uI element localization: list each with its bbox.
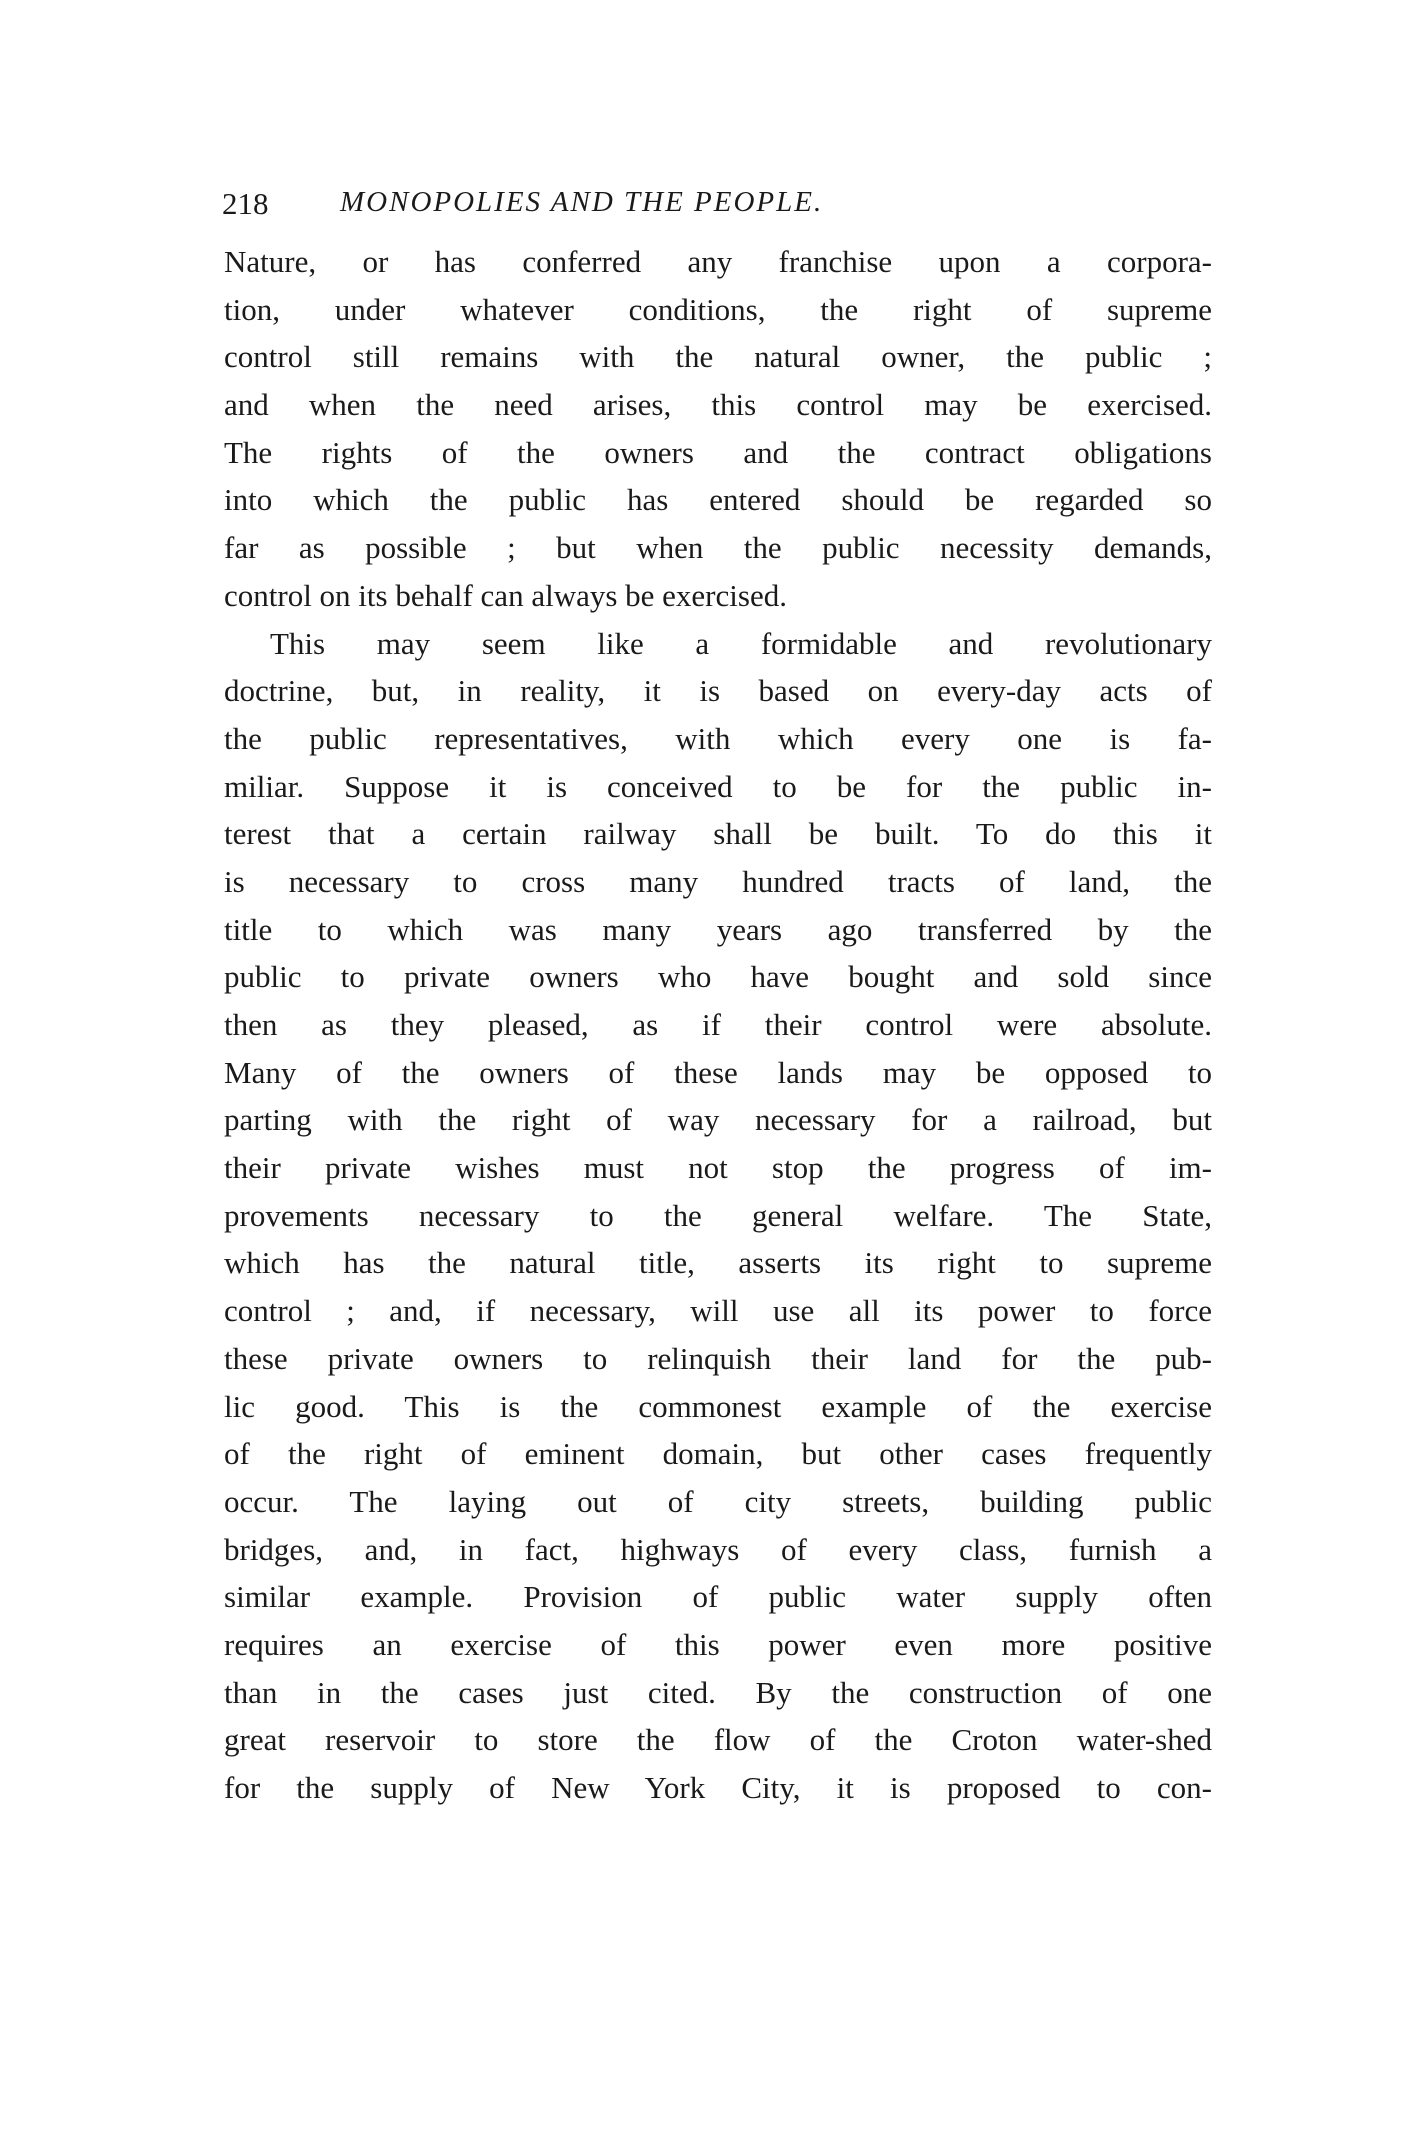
text-line: similar example. Provision of public water supply often — [224, 1579, 1212, 1615]
paragraph — [224, 620, 1212, 1812]
text-line: doctrine, but, in reality, it is based on every-day acts of — [224, 673, 1212, 709]
text-line: The rights of the owners and the contract obligations — [224, 434, 1212, 470]
text-line: requires an exercise of this power even more positive — [224, 1626, 1212, 1662]
text-line: control on its behalf can always be exercised. — [224, 577, 787, 613]
running-head-title: MONOPOLIES AND THE PEOPLE. — [340, 186, 824, 218]
text-line: great reservoir to store the flow of the Croton water-shed — [224, 1722, 1212, 1758]
text-line: far as possible ; but when the public necessity demands, — [224, 530, 1212, 566]
text-line: control ; and, if necessary, will use all its power to force — [224, 1293, 1212, 1329]
text-line: lic good. This is the commonest example of the exercise — [224, 1388, 1212, 1424]
text-line: then as they pleased, as if their control were absolute. — [224, 1007, 1212, 1042]
text-line: tion, under whatever conditions, the right of supreme — [224, 291, 1212, 327]
text-line: miliar. Suppose it is conceived to be for the public in- — [224, 768, 1212, 804]
text-line: occur. The laying out of city streets, building public — [224, 1483, 1212, 1519]
text-line: terest that a certain railway shall be built. To do this it — [224, 816, 1212, 852]
body-text — [224, 238, 1212, 1812]
text-line: than in the cases just cited. By the construction of one — [224, 1674, 1212, 1710]
text-line: Many of the owners of these lands may be opposed to — [224, 1054, 1212, 1090]
text-line: for the supply of New York City, it is proposed to con- — [224, 1770, 1212, 1805]
text-line: This may seem like a formidable and revolutionary — [270, 625, 1212, 661]
page-number: 218 — [222, 186, 269, 221]
text-line: parting with the right of way necessary for a railroad, but — [224, 1102, 1212, 1138]
text-line: provements necessary to the general welfare. The State, — [224, 1197, 1212, 1233]
text-line: which has the natural title, asserts its right to supreme — [224, 1245, 1212, 1281]
text-line: and when the need arises, this control may be exercised. — [224, 387, 1212, 423]
text-line: the public representatives, with which every one is fa- — [224, 720, 1212, 756]
text-line: public to private owners who have bought and sold since — [224, 959, 1212, 995]
text-line: their private wishes must not stop the progress of im- — [224, 1150, 1212, 1186]
text-line: control still remains with the natural owner, the public ; — [224, 339, 1212, 375]
text-line: these private owners to relinquish their land for the pub- — [224, 1340, 1212, 1376]
text-line: is necessary to cross many hundred tracts of land, the — [224, 863, 1212, 899]
text-line: Nature, or has conferred any franchise upon a corpora- — [224, 244, 1212, 279]
paragraph — [224, 238, 1212, 620]
text-line: into which the public has entered should be regarded so — [224, 482, 1212, 518]
text-line: of the right of eminent domain, but other cases frequently — [224, 1436, 1212, 1472]
text-line: bridges, and, in fact, highways of every class, furnish a — [224, 1531, 1212, 1567]
text-line: title to which was many years ago transferred by the — [224, 911, 1212, 947]
